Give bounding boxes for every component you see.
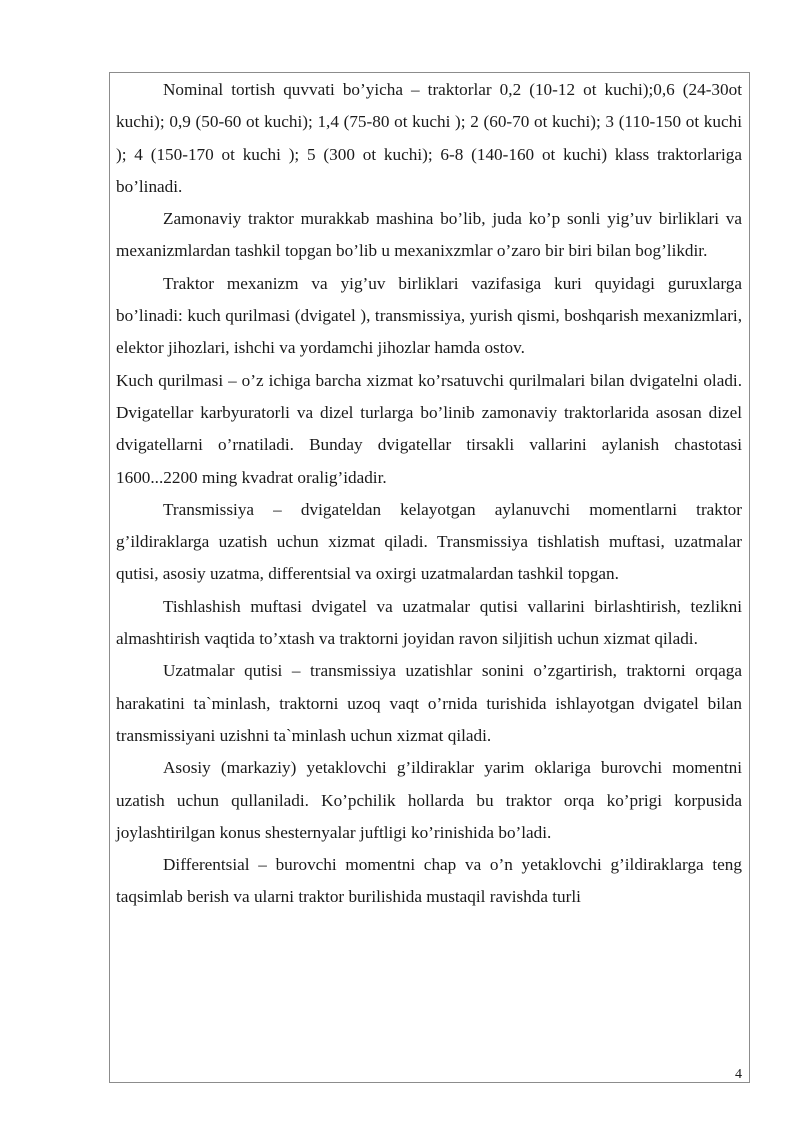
paragraph-main-gear: Asosiy (markaziy) yetaklovchi g’ildiraklar yarim oklariga burovchi momentni uzatish uchun qullaniladi. Ko’pchilik hollarda bu traktor orqa ko’prigi korpusida joylashtirilgan konus shesternyalar juftligi ko’rinishida bo’ladi. (116, 758, 742, 842)
document-body (116, 74, 742, 914)
paragraph-differential: Differentsial – burovchi momentni chap va o’n yetaklovchi g’ildiraklarga teng taqsimlab berish va ularni traktor burilishida mustaqil ravishda turli (116, 855, 742, 907)
paragraph-mechanism-groups: Traktor mexanizm va yig’uv birliklari vazifasiga kuri quyidagi guruxlarga bo’linadi: kuch qurilmasi (dvigatel ), transmissiya, yurish qismi, boshqarish mexanizmlari, elektor jihozlari, ishchi va yordamchi jihozlar hamda ostov. (116, 273, 742, 358)
paragraph-transmission: Transmissiya – dvigateldan kelayotgan aylanuvchi momentlarni traktor g’ildiraklarga uzatish uchun xizmat qiladi. Transmissiya tishlatish muftasi, uzatmalar qutisi, asosiy uzatma, differentsial va oxirgi uzatmalardan tashkil topgan. (116, 499, 742, 584)
paragraph-clutch: Tishlashish muftasi dvigatel va uzatmalar qutisi vallarini birlashtirish, tezlikni almashtirish vaqtida to’xtash va traktorni joyidan ravon siljitish uchun xizmat qiladi. (116, 596, 742, 649)
page-number: 4 (735, 1067, 742, 1082)
paragraph-modern-tractor: Zamonaviy traktor murakkab mashina bo’lib, juda ko’p sonli yig’uv birliklari va mexanizmlardan tashkil topgan bo’lib u mexanixzmlar o’zaro bir biri bilan bog’likdir. (116, 209, 742, 261)
paragraph-power-unit: Kuch qurilmasi – o’z ichiga barcha xizmat ko’rsatuvchi qurilmalari bilan dvigatelni oladi. Dvigatellar karbyuratorli va dizel turlarga bo’linib zamonaviy traktorlarida asosan dizel dvigatellarni o’rnatiladi. Bunday dvigatellar tirsakli vallarini aylanish chastotasi 1600...2200 ming kvadrat oralig’idadir. (116, 370, 742, 487)
paragraph-tractor-classes: Nominal tortish quvvati bo’yicha – traktorlar 0,2 (10-12 ot kuchi);0,6 (24-30ot kuchi); 0,9 (50-60 ot kuchi); 1,4 (75-80 ot kuchi ); 2 (60-70 ot kuchi); 3 (110-150 ot kuchi ); 4 (150-170 ot kuchi ); 5 (300 ot kuchi); 6-8 (140-160 ot kuchi) klass traktorlariga bo’linadi. (116, 80, 742, 196)
paragraph-gearbox: Uzatmalar qutisi – transmissiya uzatishlar sonini o’zgartirish, traktorni orqaga harakatini ta`minlash, traktorni uzoq vaqt o’rnida turishida ishlayotgan dvigatel bilan transmissiyani uzishni ta`minlash uchun xizmat qiladi. (116, 661, 742, 745)
